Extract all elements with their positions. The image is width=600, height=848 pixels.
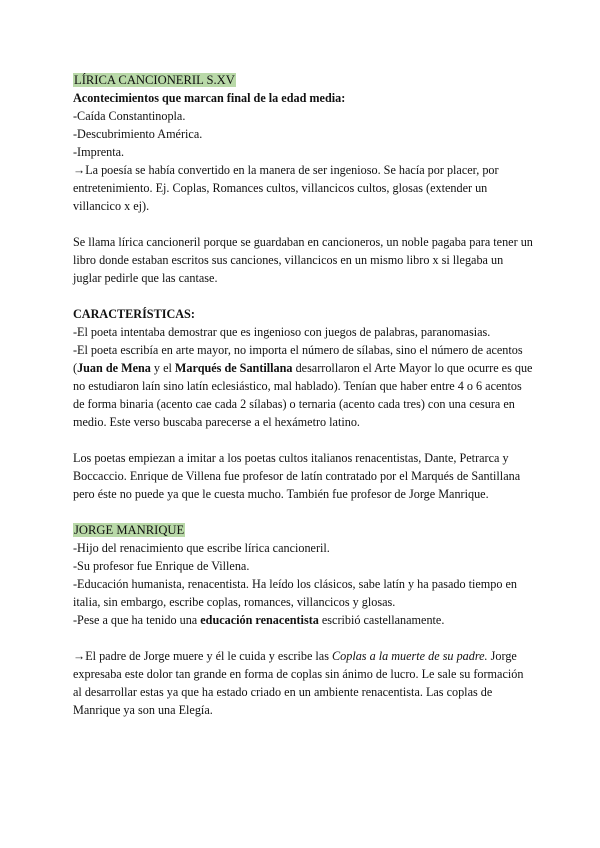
section-caracteristicas (73, 305, 533, 503)
cancionero-paragraph: Se llama lírica cancioneril porque se guardaban en cancioneros, un noble pagaba para tener un libro donde estaban escritos sus canciones, villancicos en un mismo libro x si llegaba un juglar pedirle que las cantase. (73, 235, 533, 285)
text-run: desarrollaron el Arte Mayor lo que ocurre es que no estudiaron laín sino latín eclesiástico, mal hablado). Tenían que haber entre 4 o 6 acentos de forma binaria (acento cae cada 2 sílabas) o ternaria (acento cada tres) con una cesura en medio. Este verso buscaba parecerse a el hexámetro latino. (73, 361, 533, 429)
manrique-item (73, 611, 533, 629)
characteristic-item (73, 341, 533, 431)
name-marques-santillana: Marqués de Santillana (174, 361, 293, 375)
text-run: →El padre de Jorge muere y él le cuida y escribe las (73, 649, 332, 663)
poetas-paragraph: Los poetas empiezan a imitar a los poetas cultos italianos renacentistas, Dante, Petrarca y Boccaccio. Enrique de Villena fue profesor de latín contratado por el Marqués de Santillana pero éste no puede ya que le cuesta mucho. También fue profesor de Jorge Manrique. (73, 451, 521, 501)
section-title-jorge (73, 521, 533, 539)
event-item: -Descubrimiento América. (73, 127, 203, 141)
text-run: y el (150, 361, 175, 375)
manrique-item: -Hijo del renacimiento que escribe lírica cancioneril. (73, 541, 330, 555)
text-run: escribió castellanamente. (318, 613, 445, 627)
characteristic-item: -El poeta intentaba demostrar que es ingenioso con juegos de palabras, paranomasias. (73, 325, 491, 339)
manrique-item: -Educación humanista, renacentista. Ha leído los clásicos, sabe latín y ha pasado tiempo en italia, sin embargo, escribe coplas, romances, villancicos y glosas. (73, 577, 518, 609)
events-subtitle: Acontecimientos que marcan final de la edad media: (73, 91, 346, 105)
highlighted-title: LÍRICA CANCIONERIL S.XV (74, 73, 235, 87)
text-run: Jorge expresaba este dolor tan grande en forma de coplas sin ánimo de lucro. Le sale su formación al desarrollar estas ya que ha estado criado en un ambiente renacentista. Las coplas de Manrique ya son una Elegía. (73, 649, 524, 717)
coplas-title: Coplas a la muerte de su padre. (332, 649, 488, 663)
final-paragraph (73, 647, 533, 719)
section-lirica (73, 71, 533, 287)
section-title-lirica (73, 71, 533, 89)
manrique-item: -Su profesor fue Enrique de Villena. (73, 559, 250, 573)
text-run: -El poeta escribía en arte mayor, no importa el número de sílabas, sino el número de acentos ( (73, 343, 523, 375)
event-item: -Caída Constantinopla. (73, 109, 186, 123)
document-page (73, 71, 533, 719)
bold-phrase: educación renacentista (200, 613, 319, 627)
highlighted-title: JORGE MANRIQUE (74, 523, 185, 537)
event-item: -Imprenta. (73, 145, 125, 159)
name-juan-de-mena: Juan de Mena (77, 361, 151, 375)
section-title-caracteristicas: CARACTERÍSTICAS: (73, 307, 195, 321)
section-jorge-manrique (73, 521, 533, 719)
text-run: -Pese a que ha tenido una (73, 613, 201, 627)
arrow-paragraph: →La poesía se había convertido en la manera de ser ingenioso. Se hacía por placer, por entretenimiento. Ej. Coplas, Romances cultos, villancicos cultos, glosas (extender un villancico x ej). (73, 163, 499, 213)
